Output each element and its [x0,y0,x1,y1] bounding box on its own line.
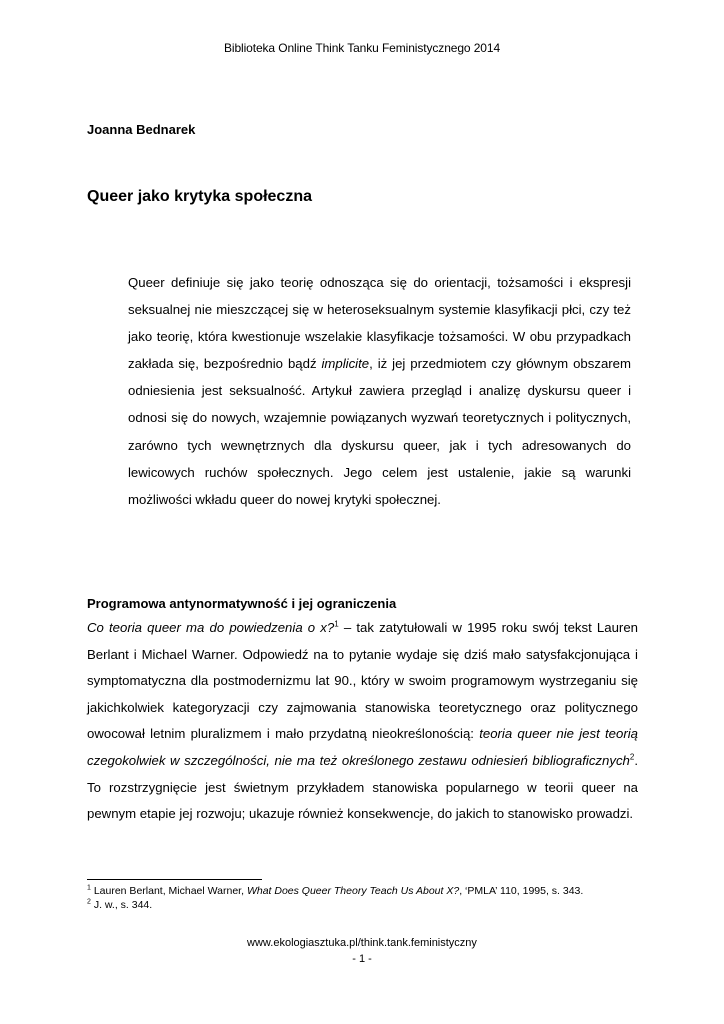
abstract-italic: implicite [321,356,370,372]
footnotes [87,884,647,912]
footnote-number: 1 [87,884,91,892]
footnote-divider [87,879,262,880]
running-header: Biblioteka Online Think Tanku Feministycznego 2014 [223,41,501,55]
footnote-number: 2 [87,898,91,906]
footnote-2 [87,898,647,912]
article-title: Queer jako krytyka społeczna [87,188,312,205]
page-number: - 1 - [352,953,372,965]
body-text-1: – tak zatytułowali w 1995 roku swój tekst Lauren Berlant i Michael Warner. Odpowiedź na to pytanie wydaje się dziś mało satysfakcjonująca i symptomatyczna dla postmodernizmu lat 90., który w swoim programowym wystrzeganiu się jakichkolwiek kategoryzacji czy zajmowania stanowiska teoretycznego oraz politycznego owocował letnim pluralizmem i mało przydatną nieokreślonością: [87,620,638,742]
footnote-italic: What Does Queer Theory Teach Us About X? [246,885,460,897]
body-text-2: . To rozstrzygnięcie jest świetnym przykładem stanowiska popularnego w teorii queer na pewnym etapie jej rozwoju; ukazuje również konsekwencje, do jakich to stanowisko prowadzi. [87,752,638,822]
author-name: Joanna Bednarek [87,122,196,137]
footnote-text: J. w., s. 344. [90,899,153,911]
footnote-text: Lauren Berlant, Michael Warner, [90,885,247,897]
quoted-title: Co teoria queer ma do powiedzenia o x? [87,620,335,635]
abstract [128,269,631,513]
footnote-ref-1[interactable]: 1 [334,619,339,629]
footnote-ref-2[interactable]: 2 [629,752,635,762]
footnote-1 [87,884,647,898]
section-heading: Programowa antynormatywność i jej ograniczenia [87,596,397,611]
abstract-text-2: , iż jej przedmiotem czy głównym obszarem odniesienia jest seksualność. Artykuł zawiera przegląd i analizę dyskursu queer i odnosi się do nowych, wzajemnie powiązanych wyzwań teoretycznych i politycznych, zarówno tych wewnętrznych dla dyskursu queer, jak i tych adresowanych do lewicowych ruchów społecznych. Jego celem jest ustalenie, jakie są warunki możliwości wkładu queer do nowej krytyki społecznej. [128,356,631,507]
page-footer [0,935,724,967]
body-paragraph [87,615,638,828]
italic-quote: teoria queer nie jest teorią czegokolwiek w szczególności, nie ma też określonego zestawu odniesień bibliograficznych [87,726,639,768]
footnote-text-after: , ‘PMLA’ 110, 1995, s. 343. [459,885,584,897]
footer-url[interactable]: www.ekologiasztuka.pl/think.tank.feministyczny [247,937,477,949]
abstract-text-1: Queer definiuje się jako teorię odnosząca się do orientacji, tożsamości i ekspresji seksualnej nie mieszczącej się w heteroseksualnym systemie klasyfikacji płci, czy też jako teorię, która kwestionuje wszelakie klasyfikacje tożsamości. W obu przypadkach zakłada się, bezpośrednio bądź [128,275,631,372]
